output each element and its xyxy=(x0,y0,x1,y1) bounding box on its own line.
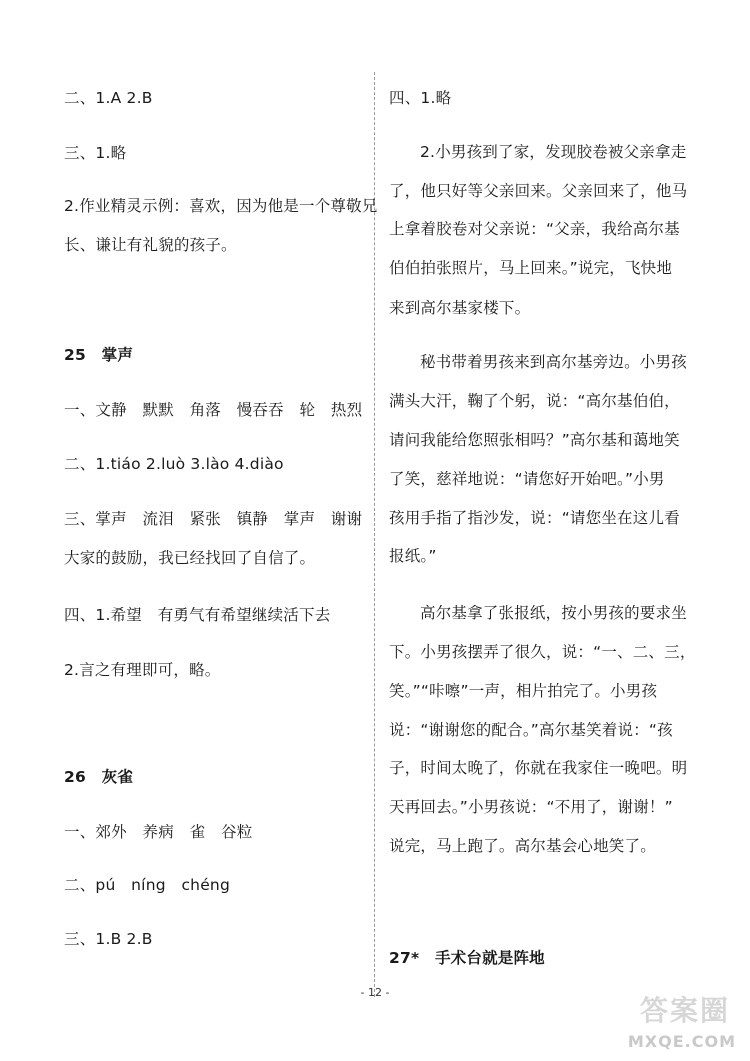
page-number: - 12 - xyxy=(360,986,390,999)
answer-line: 三、掌声 流泪 紧张 镇静 掌声 谢谢 xyxy=(64,510,363,528)
paragraph-line: 天再回去。”小男孩说：“不用了，谢谢！” xyxy=(389,798,673,816)
paragraph-line: 秘书带着男孩来到高尔基旁边。小男孩 xyxy=(420,353,687,371)
paragraph-line: 来到高尔基家楼下。 xyxy=(389,299,531,317)
paragraph-line: 笑。”“咔嚓”一声，相片拍完了。小男孩 xyxy=(389,682,658,700)
answer-line: 一、文静 默默 角落 慢吞吞 轮 热烈 xyxy=(64,401,363,419)
section-heading-25: 25 掌声 xyxy=(64,346,134,364)
paragraph-line: 高尔基拿了张报纸，按小男孩的要求坐 xyxy=(420,604,687,622)
watermark-site: MXQE.COM xyxy=(627,1032,736,1051)
section-heading-26: 26 灰雀 xyxy=(64,768,134,786)
section-heading-27: 27* 手术台就是阵地 xyxy=(389,949,545,967)
answer-line: 2.言之有理即可，略。 xyxy=(64,661,221,679)
paragraph-line: 了笑，慈祥地说：“请您好开始吧。”小男 xyxy=(389,470,665,488)
paragraph-line: 说：“谢谢您的配合。”高尔基笑着说：“孩 xyxy=(389,721,673,739)
answer-line: 二、1.A 2.B xyxy=(64,89,153,107)
paragraph-line: 孩用手指了指沙发，说：“请您坐在这儿看 xyxy=(389,509,680,527)
paragraph-line: 报纸。” xyxy=(389,547,437,565)
answer-line: 一、郊外 养病 雀 谷粒 xyxy=(64,823,253,841)
answer-line: 2.作业精灵示例：喜欢，因为他是一个尊敬兄 xyxy=(64,197,378,215)
paragraph-line: 下。小男孩摆弄了很久，说：“一、二、三， xyxy=(389,643,696,661)
paragraph-line: 上拿着胶卷对父亲说：“父亲，我给高尔基 xyxy=(389,220,680,238)
paragraph-line: 请问我能给您照张相吗？”高尔基和蔼地笑 xyxy=(389,431,680,449)
answer-line: 大家的鼓励，我已经找回了自信了。 xyxy=(64,549,316,567)
paragraph-line: 说完，马上跑了。高尔基会心地笑了。 xyxy=(389,837,656,855)
answer-line: 二、pú níng chéng xyxy=(64,876,231,894)
paragraph-line: 满头大汗，鞠了个躬，说：“高尔基伯伯， xyxy=(389,392,680,410)
answer-line: 三、1.略 xyxy=(64,144,127,162)
answer-line: 四、1.略 xyxy=(389,89,452,107)
paragraph-line: 子，时间太晚了，你就在我家住一晚吧。明 xyxy=(389,759,688,777)
answer-line: 长、谦让有礼貌的孩子。 xyxy=(64,236,237,254)
answer-line: 四、1.希望 有勇气有希望继续活下去 xyxy=(64,606,331,624)
site-watermark xyxy=(592,994,742,1055)
paragraph-line: 2.小男孩到了家，发现胶卷被父亲拿走 xyxy=(420,143,687,161)
answer-line: 二、1.tiáo 2.luò 3.lào 4.diào xyxy=(64,455,284,473)
answer-line: 三、1.B 2.B xyxy=(64,930,153,948)
paragraph-line: 了，他只好等父亲回来。父亲回来了，他马 xyxy=(389,182,688,200)
paragraph-line: 伯伯拍张照片，马上回来。”说完，飞快地 xyxy=(389,259,673,277)
watermark-logo: 答案圈 xyxy=(639,994,730,1027)
